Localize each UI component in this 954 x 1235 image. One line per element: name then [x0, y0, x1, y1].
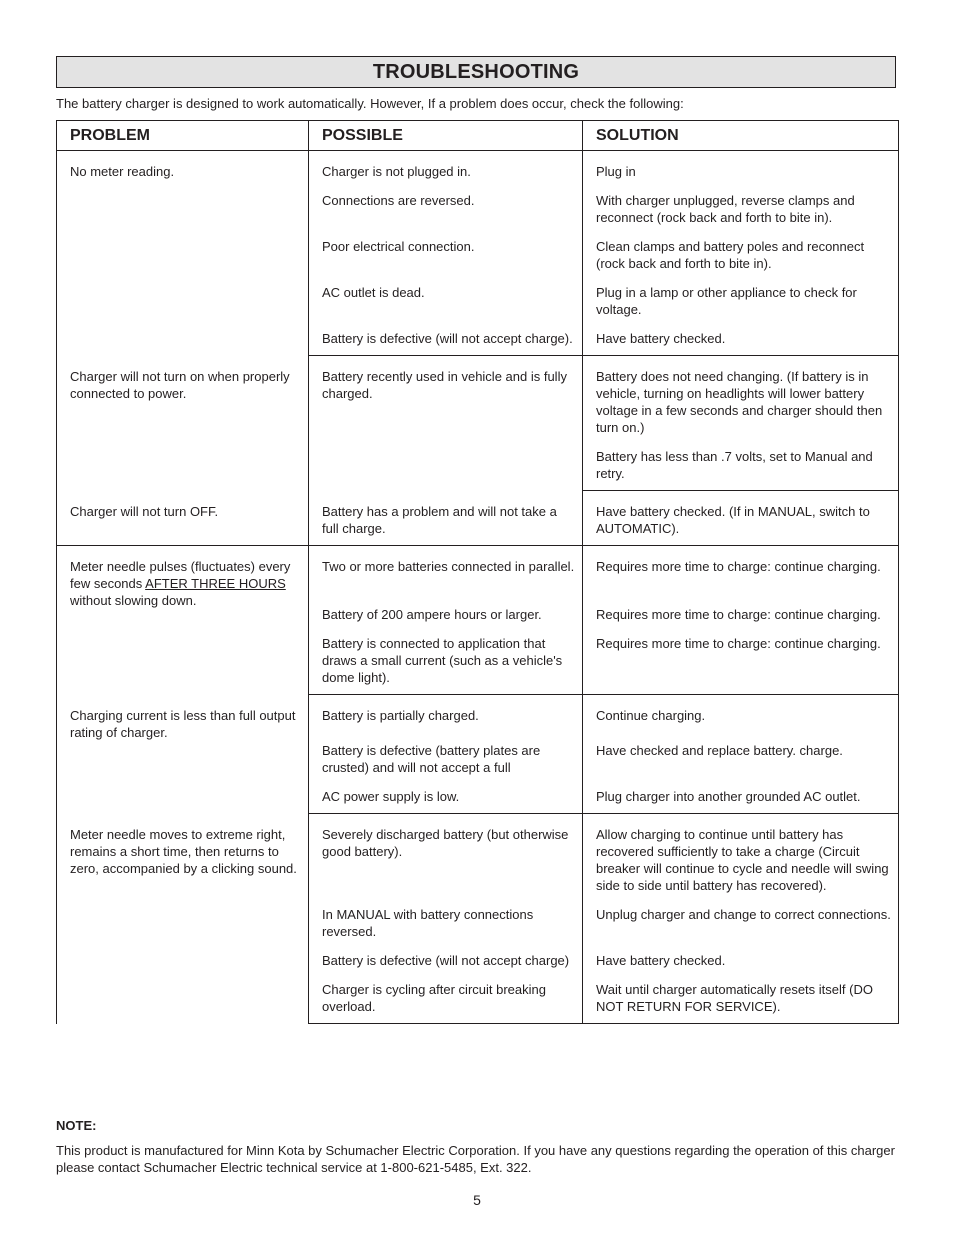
- solution-cell: Battery does not need changing. (If battery is in vehicle, turning on headlights will lower battery voltage in a few seconds and charger should then turn on.): [583, 356, 899, 437]
- header-problem: PROBLEM: [57, 121, 309, 151]
- underlined-emphasis: AFTER THREE HOURS: [145, 576, 286, 591]
- solution-cell: Requires more time to charge: continue charging.: [583, 546, 899, 595]
- possible-cell: AC outlet is dead.: [309, 272, 583, 318]
- solution-cell: With charger unplugged, reverse clamps and reconnect (rock back and forth to bite in).: [583, 180, 899, 226]
- table-header-row: [57, 121, 899, 151]
- possible-cell: Battery is defective (will not accept charge): [309, 940, 583, 969]
- possible-cell: Two or more batteries connected in parallel.: [309, 546, 583, 595]
- problem-cell: [57, 546, 309, 695]
- solution-cell: Requires more time to charge: continue charging.: [583, 623, 899, 695]
- header-solution: SOLUTION: [583, 121, 899, 151]
- solution-cell: Have battery checked.: [583, 318, 899, 356]
- possible-cell: Battery is partially charged.: [309, 695, 583, 743]
- possible-cell: In MANUAL with battery connections reversed.: [309, 894, 583, 940]
- solution-cell: Wait until charger automatically resets itself (DO NOT RETURN FOR SERVICE).: [583, 969, 899, 1024]
- possible-cell: Battery of 200 ampere hours or larger.: [309, 594, 583, 623]
- table-row: [57, 546, 899, 595]
- problem-cell: Charger will not turn on when properly connected to power.: [57, 356, 309, 491]
- problem-text: without slowing down.: [70, 593, 197, 608]
- table-row: [57, 356, 899, 437]
- solution-cell: Plug charger into another grounded AC outlet.: [583, 776, 899, 814]
- intro-text: The battery charger is designed to work automatically. However, If a problem does occur, check the following:: [56, 96, 684, 111]
- page-title: TROUBLESHOOTING: [372, 60, 580, 83]
- possible-cell: Severely discharged battery (but otherwise good battery).: [309, 814, 583, 895]
- possible-cell: Battery has a problem and will not take a full charge.: [309, 491, 583, 546]
- solution-cell: Have checked and replace battery. charge.: [583, 742, 899, 776]
- table-row: [57, 695, 899, 743]
- problem-cell: Charger will not turn OFF.: [57, 491, 309, 546]
- possible-cell: Poor electrical connection.: [309, 226, 583, 272]
- possible-cell: Battery is defective (battery plates are crusted) and will not accept a full: [309, 742, 583, 776]
- solution-cell: Battery has less than .7 volts, set to Manual and retry.: [583, 436, 899, 491]
- solution-cell: Plug in a lamp or other appliance to check for voltage.: [583, 272, 899, 318]
- page-number: 5: [473, 1192, 481, 1208]
- solution-cell: Continue charging.: [583, 695, 899, 743]
- solution-cell: Plug in: [583, 151, 899, 181]
- table-row: [57, 814, 899, 895]
- header-possible: POSSIBLE: [309, 121, 583, 151]
- possible-cell: Charger is cycling after circuit breaking overload.: [309, 969, 583, 1024]
- note-text: This product is manufactured for Minn Kota by Schumacher Electric Corporation. If you have any questions regarding the operation of this charger please contact Schumacher Electric technical service at 1-800-621-5485, Ext. 322.: [56, 1143, 895, 1175]
- solution-cell: Have battery checked. (If in MANUAL, switch to AUTOMATIC).: [583, 491, 899, 546]
- troubleshooting-table: [56, 120, 899, 1024]
- solution-cell: Have battery checked.: [583, 940, 899, 969]
- solution-cell: Clean clamps and battery poles and reconnect (rock back and forth to bite in).: [583, 226, 899, 272]
- problem-cell: Charging current is less than full output rating of charger.: [57, 695, 309, 814]
- solution-cell: Requires more time to charge: continue charging.: [583, 594, 899, 623]
- solution-cell: Unplug charger and change to correct connections.: [583, 894, 899, 940]
- table-row: [57, 151, 899, 181]
- problem-text: Meter needle pulses (fluctuates) every few seconds: [70, 559, 291, 591]
- title-banner: [56, 56, 896, 88]
- possible-cell: Battery recently used in vehicle and is fully charged.: [309, 356, 583, 491]
- table-row: [57, 491, 899, 546]
- possible-cell: Battery is defective (will not accept charge).: [309, 318, 583, 356]
- possible-cell: Battery is connected to application that draws a small current (such as a vehicle's dome light).: [309, 623, 583, 695]
- note-label: NOTE:: [56, 1118, 97, 1133]
- possible-cell: AC power supply is low.: [309, 776, 583, 814]
- possible-cell: Charger is not plugged in.: [309, 151, 583, 181]
- possible-cell: Connections are reversed.: [309, 180, 583, 226]
- problem-cell: Meter needle moves to extreme right, remains a short time, then returns to zero, accompanied by a clicking sound.: [57, 814, 309, 1024]
- solution-cell: Allow charging to continue until battery has recovered sufficiently to take a charge (Circuit breaker will continue to cycle and needle will swing side to side until battery has recovered).: [583, 814, 899, 895]
- problem-cell: No meter reading.: [57, 151, 309, 356]
